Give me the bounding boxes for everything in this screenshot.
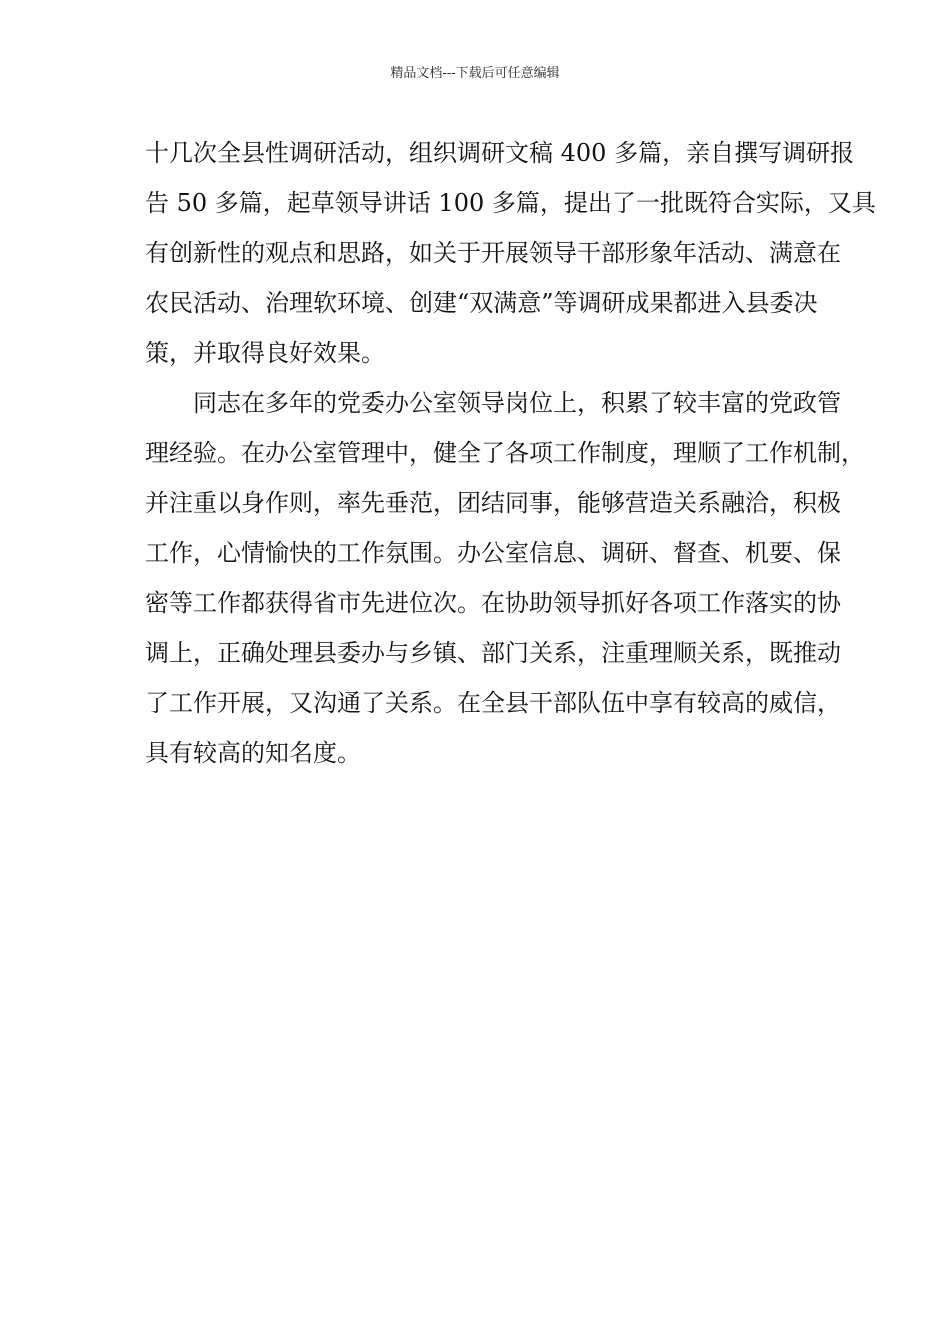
page-header: 精品文档---下载后可任意编辑 xyxy=(390,66,560,81)
paragraph-line: 并注重以身作则，率先垂范，团结同事，能够营造关系融洽，积极 xyxy=(145,489,841,517)
paragraph-line: 农民活动、治理软环境、创建“双满意”等调研成果都进入县委决 xyxy=(145,289,818,317)
paragraph-line: 理经验。在办公室管理中，健全了各项工作制度，理顺了工作机制， xyxy=(145,439,865,467)
paragraph-line: 了工作开展，又沟通了关系。在全县干部队伍中享有较高的威信， xyxy=(145,689,841,717)
paragraph-line: 工作，心情愉快的工作氛围。办公室信息、调研、督查、机要、保 xyxy=(145,539,841,567)
paragraph-line: 十几次全县性调研活动，组织调研文稿 400 多篇，亲自撰写调研报 xyxy=(145,139,855,167)
paragraph-1 xyxy=(145,128,876,378)
paragraph-line: 密等工作都获得省市先进位次。在协助领导抓好各项工作落实的协 xyxy=(145,589,841,617)
paragraph-line: 调上，正确处理县委办与乡镇、部门关系，注重理顺关系，既推动 xyxy=(145,639,841,667)
paragraph-2 xyxy=(145,378,865,778)
paragraph-line: 同志在多年的党委办公室领导岗位上，积累了较丰富的党政管 xyxy=(145,389,841,417)
paragraph-line: 具有较高的知名度。 xyxy=(145,739,361,767)
paragraph-line: 有创新性的观点和思路，如关于开展领导干部形象年活动、满意在 xyxy=(145,239,841,267)
paragraph-line: 策，并取得良好效果。 xyxy=(145,339,385,367)
document-body xyxy=(145,128,876,778)
paragraph-line: 告 50 多篇，起草领导讲话 100 多篇，提出了一批既符合实际，又具 xyxy=(145,189,876,217)
